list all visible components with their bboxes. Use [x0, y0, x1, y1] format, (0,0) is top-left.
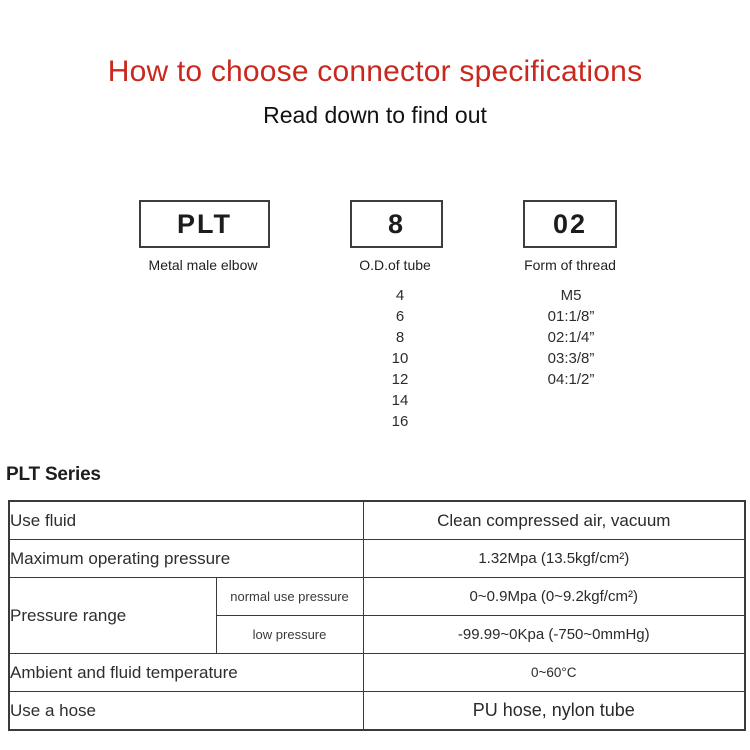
tube-od-option: 8 — [395, 329, 405, 346]
spec-label-pressure-range: Pressure range — [9, 578, 216, 654]
thread-form-option: 03:3/8” — [547, 350, 595, 367]
tube-od-option-list — [392, 285, 409, 432]
spec-label-hose: Use a hose — [9, 692, 363, 731]
tube-od-option: 12 — [391, 371, 409, 388]
table-row — [9, 540, 745, 578]
table-row — [9, 501, 745, 540]
code-box-tube-od: 8 — [350, 200, 443, 248]
tube-od-option: 16 — [391, 413, 409, 430]
page-title: How to choose connector specifications — [107, 55, 643, 88]
tube-od-option: 14 — [391, 392, 409, 409]
spec-sublabel-low-pressure: low pressure — [216, 616, 363, 654]
code-box-label-thread: Form of thread — [524, 257, 616, 273]
spec-label-use-fluid: Use fluid — [9, 501, 363, 540]
table-row — [9, 654, 745, 692]
table-row — [9, 692, 745, 731]
spec-value-normal-pressure: 0~0.9Mpa (0~9.2kgf/cm²) — [363, 578, 745, 616]
tube-od-option: 10 — [391, 350, 409, 367]
spec-label-temperature: Ambient and fluid temperature — [9, 654, 363, 692]
code-box-thread: 02 — [523, 200, 617, 248]
thread-form-option: 01:1/8” — [547, 308, 595, 325]
spec-value-use-fluid: Clean compressed air, vacuum — [363, 501, 745, 540]
tube-od-option: 4 — [395, 287, 405, 304]
code-box-series: PLT — [139, 200, 270, 248]
code-box-label-series: Metal male elbow — [148, 257, 258, 273]
page-subtitle: Read down to find out — [263, 102, 487, 128]
thread-form-option-list — [548, 285, 595, 390]
spec-sublabel-normal-pressure: normal use pressure — [216, 578, 363, 616]
table-row — [9, 578, 745, 616]
tube-od-option: 6 — [395, 308, 405, 325]
spec-value-temperature: 0~60°C — [363, 654, 745, 692]
spec-value-low-pressure: -99.99~0Kpa (-750~0mmHg) — [363, 616, 745, 654]
thread-form-option: M5 — [560, 287, 582, 304]
spec-table — [8, 500, 746, 731]
spec-label-max-pressure: Maximum operating pressure — [9, 540, 363, 578]
spec-value-max-pressure: 1.32Mpa (13.5kgf/cm²) — [363, 540, 745, 578]
thread-form-option: 04:1/2” — [547, 371, 595, 388]
spec-value-hose: PU hose, nylon tube — [363, 692, 745, 731]
code-box-label-tube-od: O.D.of tube — [359, 257, 431, 273]
series-heading: PLT Series — [6, 464, 101, 485]
thread-form-option: 02:1/4” — [547, 329, 595, 346]
